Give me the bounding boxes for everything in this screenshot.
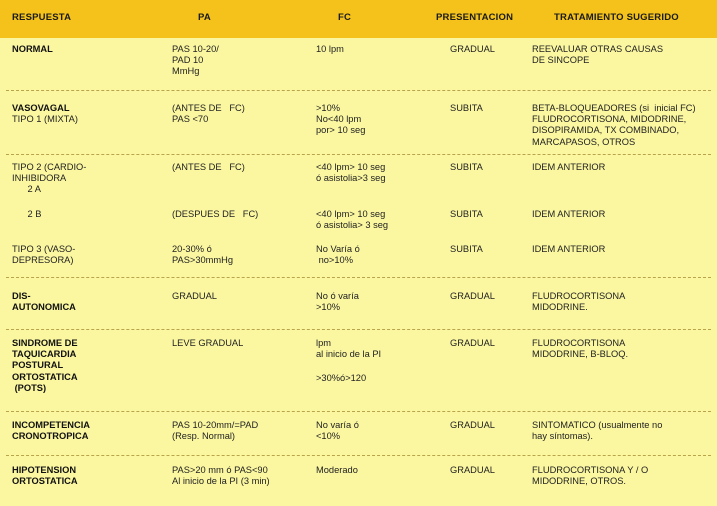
cell-respuesta: HIPOTENSION ORTOSTATICA (12, 465, 78, 487)
cell-pa: LEVE GRADUAL (172, 338, 244, 348)
cell-presentacion: SUBITA (450, 209, 483, 219)
cell-respuesta: INCOMPETENCIA CRONOTROPICA (12, 420, 90, 442)
cell-pa: (ANTES DE FC) PAS <70 (172, 103, 245, 125)
cell-pa: 20-30% ó PAS>30mmHg (172, 244, 234, 266)
row-divider (6, 411, 711, 412)
cell-pa: PAS>20 mm ó PAS<90 Al inicio de la PI (3 min) (172, 465, 270, 487)
row-divider (6, 329, 711, 330)
cell-fc: Moderado (316, 465, 358, 475)
cell-fc: 10 lpm (316, 44, 344, 54)
header-respuesta: RESPUESTA (12, 12, 72, 23)
cell-fc-extra: >30%ó>120 (316, 373, 367, 383)
row-divider (6, 455, 711, 456)
cell-presentacion: GRADUAL (450, 44, 495, 54)
row-divider (6, 90, 711, 91)
cell-presentacion: SUBITA (450, 162, 483, 172)
cell-pa: GRADUAL (172, 291, 217, 301)
cell-pa: (DESPUES DE FC) (172, 209, 259, 219)
header-pa: PA (198, 12, 211, 23)
cell-tratamiento: FLUDROCORTISONA Y / O MIDODRINE, OTROS. (532, 465, 649, 487)
cell-respuesta: TIPO 2 (CARDIO- INHIBIDORA 2 A (12, 162, 87, 195)
cell-fc: lpm al inicio de la PI (316, 338, 382, 360)
cell-pa: (ANTES DE FC) (172, 162, 245, 172)
row-divider (6, 277, 711, 278)
header-fc: FC (338, 12, 352, 23)
cell-tratamiento: IDEM ANTERIOR (532, 162, 606, 172)
cell-presentacion: SUBITA (450, 244, 483, 254)
cell-presentacion: SUBITA (450, 103, 483, 113)
cell-fc: <40 lpm> 10 seg ó asistolia>3 seg (316, 162, 386, 184)
cell-tratamiento: SINTOMATICO (usualmente no hay síntomas). (532, 420, 663, 442)
cell-presentacion: GRADUAL (450, 465, 495, 475)
header-presentacion: PRESENTACION (436, 12, 514, 23)
cell-tratamiento: FLUDROCORTISONA MIDODRINE, B-BLOQ. (532, 338, 629, 360)
header-tratamiento: TRATAMIENTO SUGERIDO (554, 12, 679, 23)
cell-tratamiento: BETA-BLOQUEADORES (si inicial FC) FLUDROCORTISONA, MIDODRINE, DISOPIRAMIDA, TX COMBINADO, MARCAPASOS, OTROS (532, 103, 696, 147)
cell-fc: No varía ó <10% (316, 420, 359, 442)
cell-respuesta: DIS- AUTONOMICA (12, 291, 76, 313)
cell-presentacion: GRADUAL (450, 291, 495, 301)
cell-pa: PAS 10-20/ PAD 10 MmHg (172, 44, 219, 77)
cell-respuesta: TIPO 3 (VASO- DEPRESORA) (12, 244, 76, 266)
cell-presentacion: GRADUAL (450, 420, 495, 430)
cell-respuesta: SINDROME DE TAQUICARDIA POSTURAL ORTOSTATICA (POTS) (12, 338, 78, 393)
cell-presentacion: GRADUAL (450, 338, 495, 348)
cell-tratamiento: REEVALUAR OTRAS CAUSAS DE SINCOPE (532, 44, 664, 66)
cell-respuesta-sub: TIPO 1 (MIXTA) (12, 114, 78, 124)
cell-tratamiento: FLUDROCORTISONA MIDODRINE. (532, 291, 626, 313)
cell-respuesta: NORMAL (12, 44, 53, 54)
cell-respuesta: 2 B (12, 209, 42, 219)
cell-fc: <40 lpm> 10 seg ó asistolia> 3 seg (316, 209, 389, 231)
cell-fc: >10% No<40 lpm por> 10 seg (316, 103, 366, 136)
cell-respuesta: VASOVAGAL (12, 103, 70, 113)
row-divider (6, 154, 711, 155)
cell-fc: No Varía ó no>10% (316, 244, 360, 266)
table-header (0, 0, 717, 38)
cell-fc: No ó varía >10% (316, 291, 359, 313)
cell-tratamiento: IDEM ANTERIOR (532, 244, 606, 254)
cell-tratamiento: IDEM ANTERIOR (532, 209, 606, 219)
cell-pa: PAS 10-20mm/=PAD (Resp. Normal) (172, 420, 259, 442)
